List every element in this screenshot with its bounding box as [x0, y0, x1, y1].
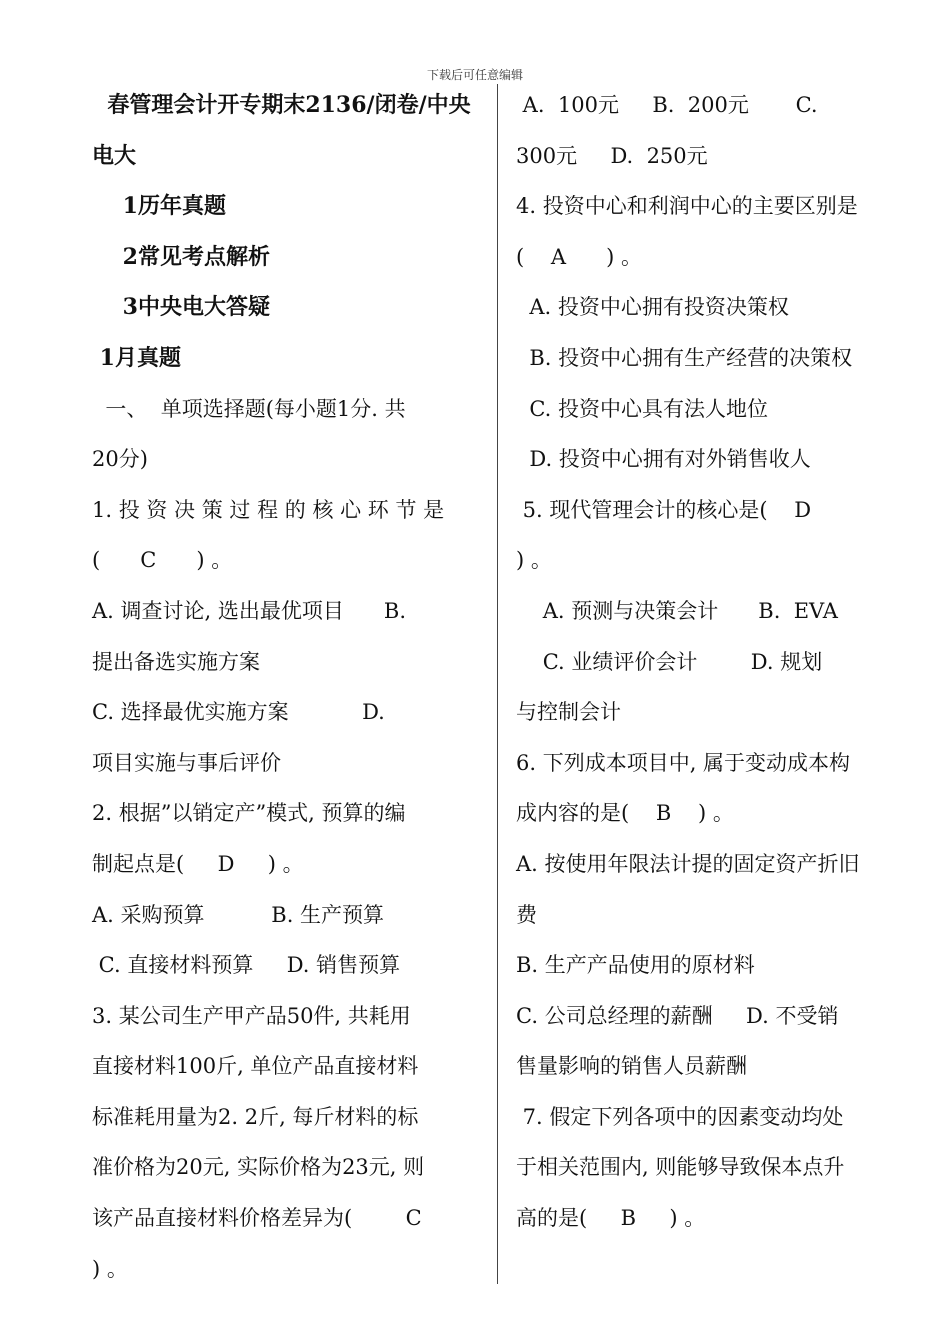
text-line: D. 投资中心拥有对外销售收人 [516, 447, 811, 472]
text-line: 1. 投 资 决 策 过 程 的 核 心 环 节 是 [92, 497, 445, 522]
text-line: 300元 D. 250元 [516, 143, 708, 168]
text-line: 7. 假定下列各项中的因素变动均处 [516, 1104, 844, 1129]
text-line: 2常见考点解析 [92, 243, 270, 270]
text-line: A. 调查讨论, 选出最优项目 B. [92, 598, 407, 623]
left-column [92, 80, 482, 1294]
text-line: ( A ) 。 [516, 244, 642, 269]
text-line: ( C ) 。 [92, 548, 233, 573]
text-line: 2. 根据”以销定产”模式, 预算的编 [92, 801, 406, 826]
text-line: 3中央电大答疑 [92, 294, 270, 321]
text-line: 该产品直接材料价格差异为( C [92, 1206, 422, 1231]
text-line: C. 选择最优实施方案 D. [92, 700, 385, 725]
text-line: 1月真题 [92, 344, 181, 371]
text-line: 准价格为20元, 实际价格为23元, 则 [92, 1155, 425, 1180]
text-line: A. 按使用年限法计提的固定资产折旧 [516, 851, 860, 876]
text-line: 直接材料100斤, 单位产品直接材料 [92, 1054, 419, 1079]
text-line: 3. 某公司生产甲产品50件, 共耗用 [92, 1003, 411, 1028]
column-divider [497, 84, 498, 1284]
text-line: B. 生产产品使用的原材料 [516, 953, 755, 978]
text-line: 高的是( B ) 。 [516, 1206, 706, 1231]
text-line: 与控制会计 [516, 700, 621, 725]
text-line: A. 预测与决策会计 B. EVA [516, 598, 838, 623]
text-line: 售量影响的销售人员薪酬 [516, 1054, 747, 1079]
text-line: 提出备选实施方案 [92, 649, 260, 674]
text-line: 于相关范围内, 则能够导致保本点升 [516, 1155, 845, 1180]
text-line: A. 投资中心拥有投资决策权 [516, 295, 789, 320]
text-line: 标准耗用量为2. 2斤, 每斤材料的标 [92, 1104, 419, 1129]
text-line: C. 投资中心具有法人地位 [516, 396, 769, 421]
right-column [516, 80, 906, 1244]
text-line: C. 业绩评价会计 D. 规划 [516, 649, 823, 674]
text-line: A. 采购预算 B. 生产预算 [92, 902, 385, 927]
text-line: 电大 [92, 142, 137, 169]
text-line: 1历年真题 [92, 193, 226, 220]
text-line: A. 100元 B. 200元 C. [516, 93, 818, 117]
text-line: 一、 单项选择题(每小题1分. 共 [92, 396, 406, 421]
text-line: 项目实施与事后评价 [92, 750, 281, 775]
page-header: 下载后可任意编辑 [426, 68, 523, 82]
text-line: 5. 现代管理会计的核心是( D [516, 497, 812, 522]
text-line: 制起点是( D ) 。 [92, 851, 304, 876]
text-line: C. 直接材料预算 D. 销售预算 [92, 953, 401, 978]
text-line: 成内容的是( B ) 。 [516, 801, 734, 826]
text-line: 6. 下列成本项目中, 属于变动成本构 [516, 750, 851, 775]
text-line: 费 [516, 902, 537, 927]
text-line: 春管理会计开专期末2136/闭卷/中央 [92, 92, 471, 118]
text-line: 20分) [92, 447, 148, 472]
text-line: ) 。 [92, 1256, 128, 1281]
text-line: B. 投资中心拥有生产经营的决策权 [516, 345, 853, 370]
text-line: ) 。 [516, 548, 552, 573]
text-line: 4. 投资中心和利润中心的主要区别是 [516, 194, 858, 219]
text-line: C. 公司总经理的薪酬 D. 不受销 [516, 1003, 839, 1028]
